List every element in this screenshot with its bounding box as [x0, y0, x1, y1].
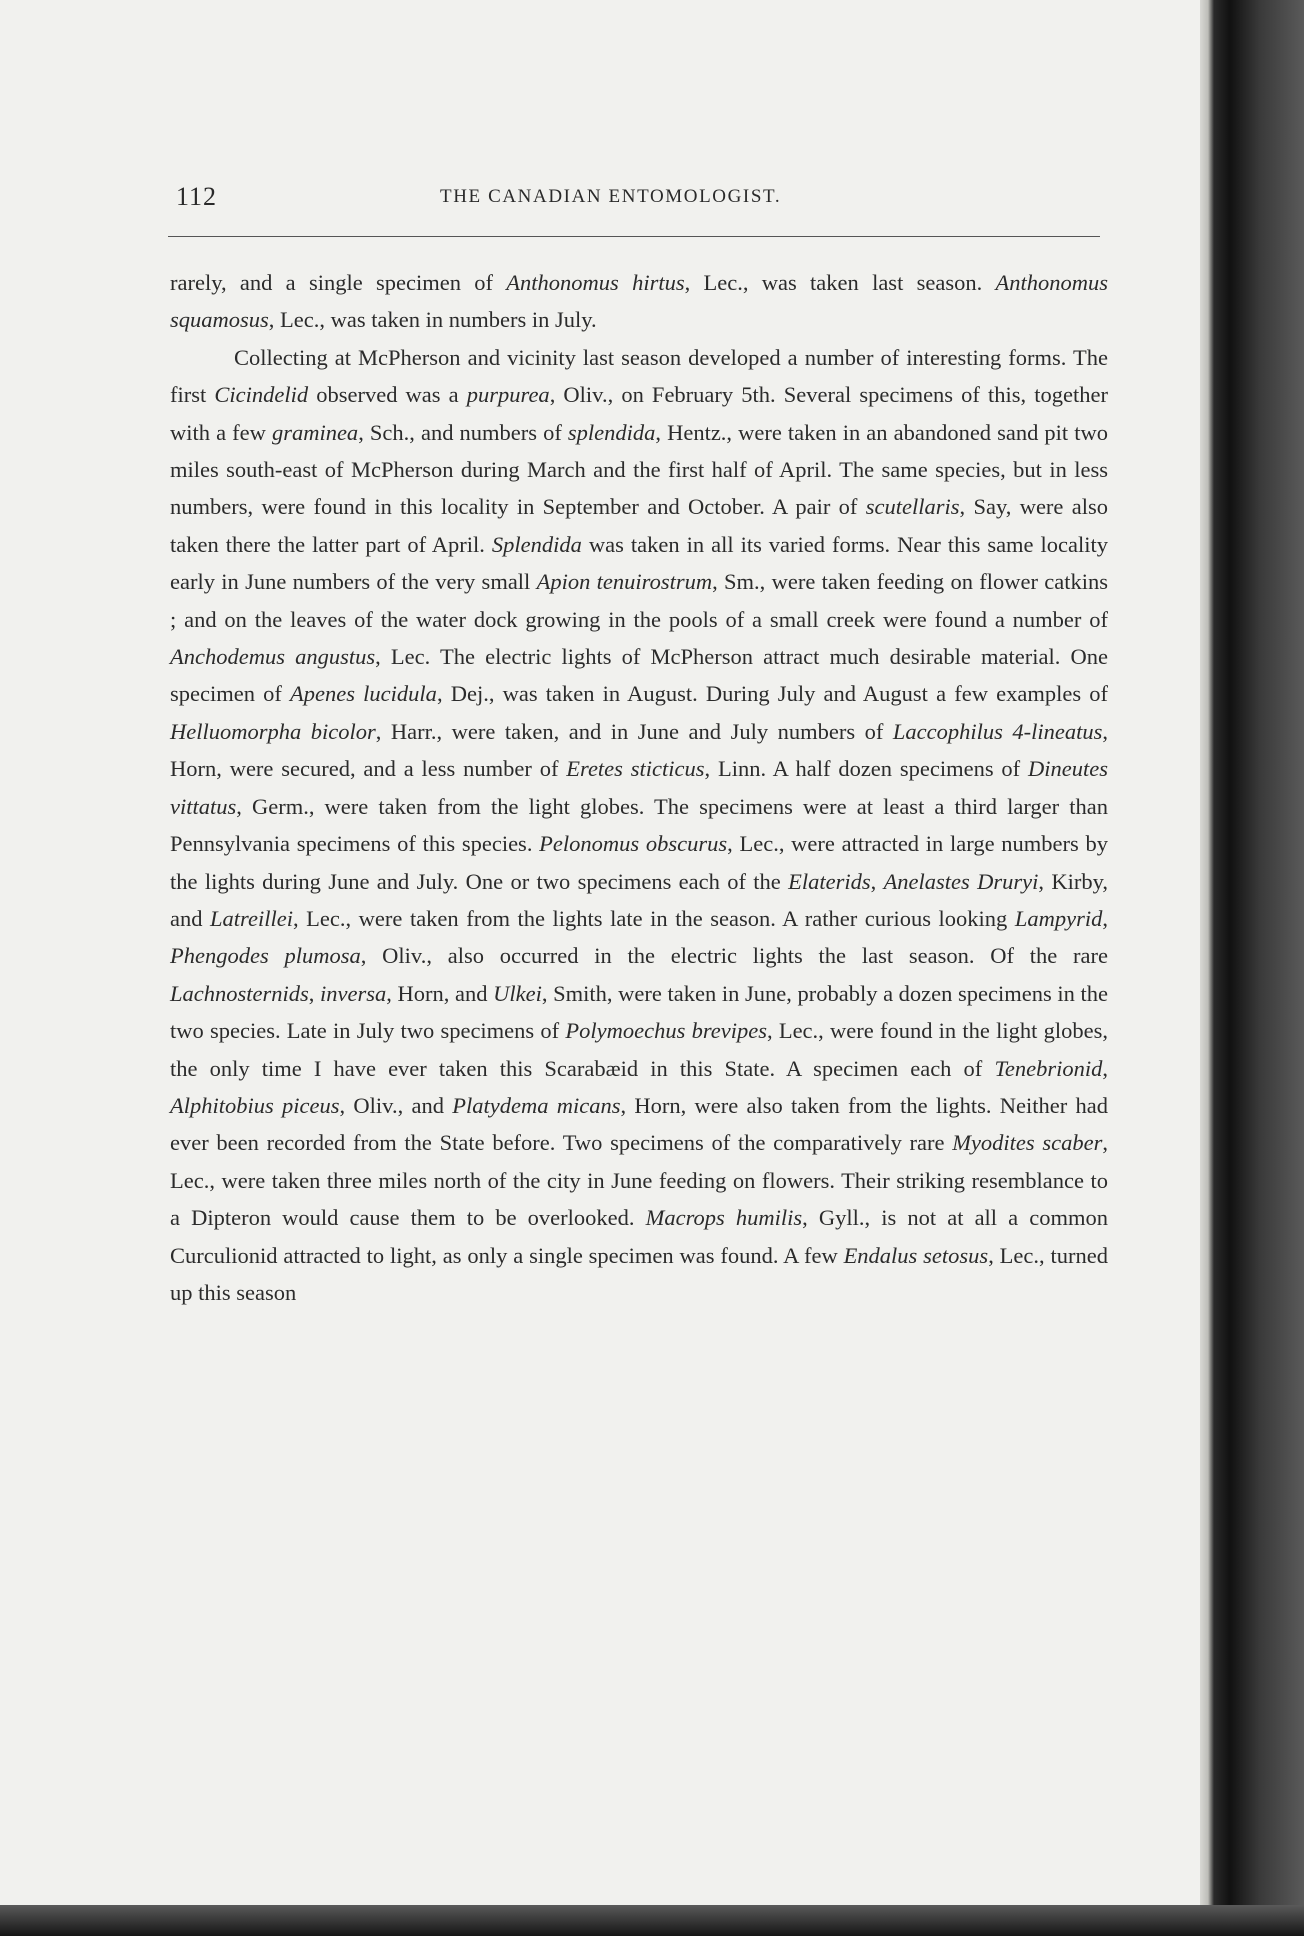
text-run: , — [1102, 905, 1108, 931]
text-run: Collecting at McPherson and vicinity last season developed a number of interesting forms. The first — [170, 344, 1108, 408]
text-run: , Horn, were also taken from the lights. Neither had ever been recorded from the State before. Two specimens of the comparatively rare — [170, 1092, 1108, 1156]
species-name: Endalus setosus — [843, 1242, 989, 1268]
text-run: , Lec., were taken from the lights late in the season. A rather curious looking — [292, 905, 1015, 931]
text-run: , Sch., and numbers of — [358, 419, 568, 445]
taxon-name: Tenebrionid — [994, 1055, 1103, 1081]
species-name: Anelastes Druryi — [883, 868, 1039, 894]
text-run: , Say, were also taken there the latter part of April. — [170, 494, 1108, 557]
text-run: , Lec., were attracted in large numbers by the lights during June and July. One or two specimens each of the — [170, 831, 1108, 894]
text-run: , Lec. The electric lights of McPherson attract much desirable material. One specimen of — [170, 644, 1108, 707]
taxon-name: Lampyrid — [1014, 905, 1103, 931]
text-run: , Linn. A half dozen specimens of — [704, 756, 1029, 782]
text-run: , Kirby, and — [170, 868, 1108, 931]
species-name: purpurea — [466, 382, 550, 408]
species-name: splendida — [567, 419, 656, 445]
text-run: , Smith, were taken in June, probably a dozen specimens in the two species. Late in July two specimens of — [170, 980, 1109, 1044]
text-run: , — [308, 980, 321, 1006]
species-name: Splendida — [491, 531, 582, 557]
species-name: graminea — [271, 419, 359, 445]
text-run: , Lec., was taken last season. — [684, 270, 996, 295]
text-run: was taken in all its varied forms. Near this same locality early in June numbers of the very small — [170, 531, 1109, 595]
species-name: Latreillei — [210, 905, 293, 931]
species-name: Platydema micans — [452, 1092, 621, 1118]
page-number: 112 — [176, 182, 218, 211]
species-name: Phengodes plumosa — [170, 943, 361, 969]
text-run: , Gyll., is not at all a common Curculionid attracted to light, as only a single specimen was found. A few — [170, 1205, 1108, 1268]
taxon-name: Cicindelid — [214, 382, 309, 408]
species-name: Polymoechus brevipes — [565, 1018, 767, 1044]
species-name: Anthonomus squamosus — [170, 270, 1109, 333]
species-name: Apion tenuirostrum — [536, 569, 713, 595]
text-run: , Germ., were taken from the light globes. The specimens were at least a third larger than Pennsylvania specimens of this species. — [170, 793, 1108, 857]
text-run: , Oliv., also occurred in the electric lights the last season. Of the rare — [360, 943, 1108, 969]
text-run: , Horn, and — [386, 980, 494, 1006]
header-rule — [168, 236, 1100, 237]
species-name: Helluomorpha bicolor — [170, 718, 376, 744]
text-run: rarely, and a single specimen of — [170, 270, 507, 295]
species-name: Laccophilus 4-lineatus — [892, 718, 1103, 744]
species-name: Ulkei — [493, 980, 542, 1006]
text-run: , Lec., were found in the light globes, the only time I have ever taken this Scarabæid in this State. A specimen each of — [170, 1018, 1108, 1081]
text-run: , Horn, were secured, and a less number of — [170, 718, 1109, 782]
text-run: , Dej., was taken in August. During July and August a few examples of — [436, 681, 1108, 707]
text-run: , Lec., were taken three miles north of the city in June feeding on flowers. Their striking resemblance to a Dipteron would cause them to be overlooked. — [170, 1130, 1108, 1231]
text-run: , Harr., were taken, and in June and July numbers of — [375, 718, 893, 744]
species-name: Alphitobius piceus — [170, 1092, 340, 1118]
text-run: , Oliv., and — [339, 1092, 453, 1118]
journal-title: THE CANADIAN ENTOMOLOGIST. — [440, 186, 782, 207]
species-name: Anchodemus angustus — [170, 644, 376, 670]
text-run: , — [870, 868, 884, 894]
species-name: Eretes sticticus — [566, 756, 705, 782]
text-run: , Oliv., on February 5th. Several specimens of this, together with a few — [170, 382, 1108, 445]
species-name: inversa — [320, 980, 387, 1006]
species-name: Myodites scaber — [952, 1130, 1103, 1156]
species-name: scutellaris — [865, 494, 960, 520]
text-run: , Lec., was taken in numbers in July. — [268, 307, 597, 333]
species-name: Macrops humilis — [645, 1205, 803, 1231]
species-name: Anthonomus hirtus — [506, 270, 685, 295]
taxon-name: Elaterids — [788, 868, 871, 894]
taxon-name: Lachnosternids — [170, 980, 309, 1006]
paragraph-1 — [170, 264, 1108, 339]
body-text — [170, 264, 1108, 1311]
text-run: , Hentz., were taken in an abandoned sand pit two miles south-east of McPherson during March and the first half of April. The same species, but in less numbers, were found in this locality in September and October. A pair of — [170, 419, 1109, 520]
text-run: , — [1102, 1055, 1108, 1081]
species-name: Apenes lucidula — [290, 681, 437, 707]
species-name: Dineutes vittatus — [170, 756, 1108, 819]
text-run: , Sm., were taken feeding on flower catkins ; and on the leaves of the water dock growing in the pools of a small creek were found a number of — [170, 569, 1109, 632]
text-run: observed was a — [308, 382, 467, 408]
book-spine-shadow — [1200, 0, 1304, 1936]
running-head — [176, 182, 1101, 212]
species-name: Pelonomus obscurus — [539, 831, 728, 857]
text-run: , Lec., turned up this season — [170, 1242, 1108, 1305]
paragraph-2 — [170, 339, 1108, 1312]
scan-bottom-edge — [0, 1905, 1304, 1936]
